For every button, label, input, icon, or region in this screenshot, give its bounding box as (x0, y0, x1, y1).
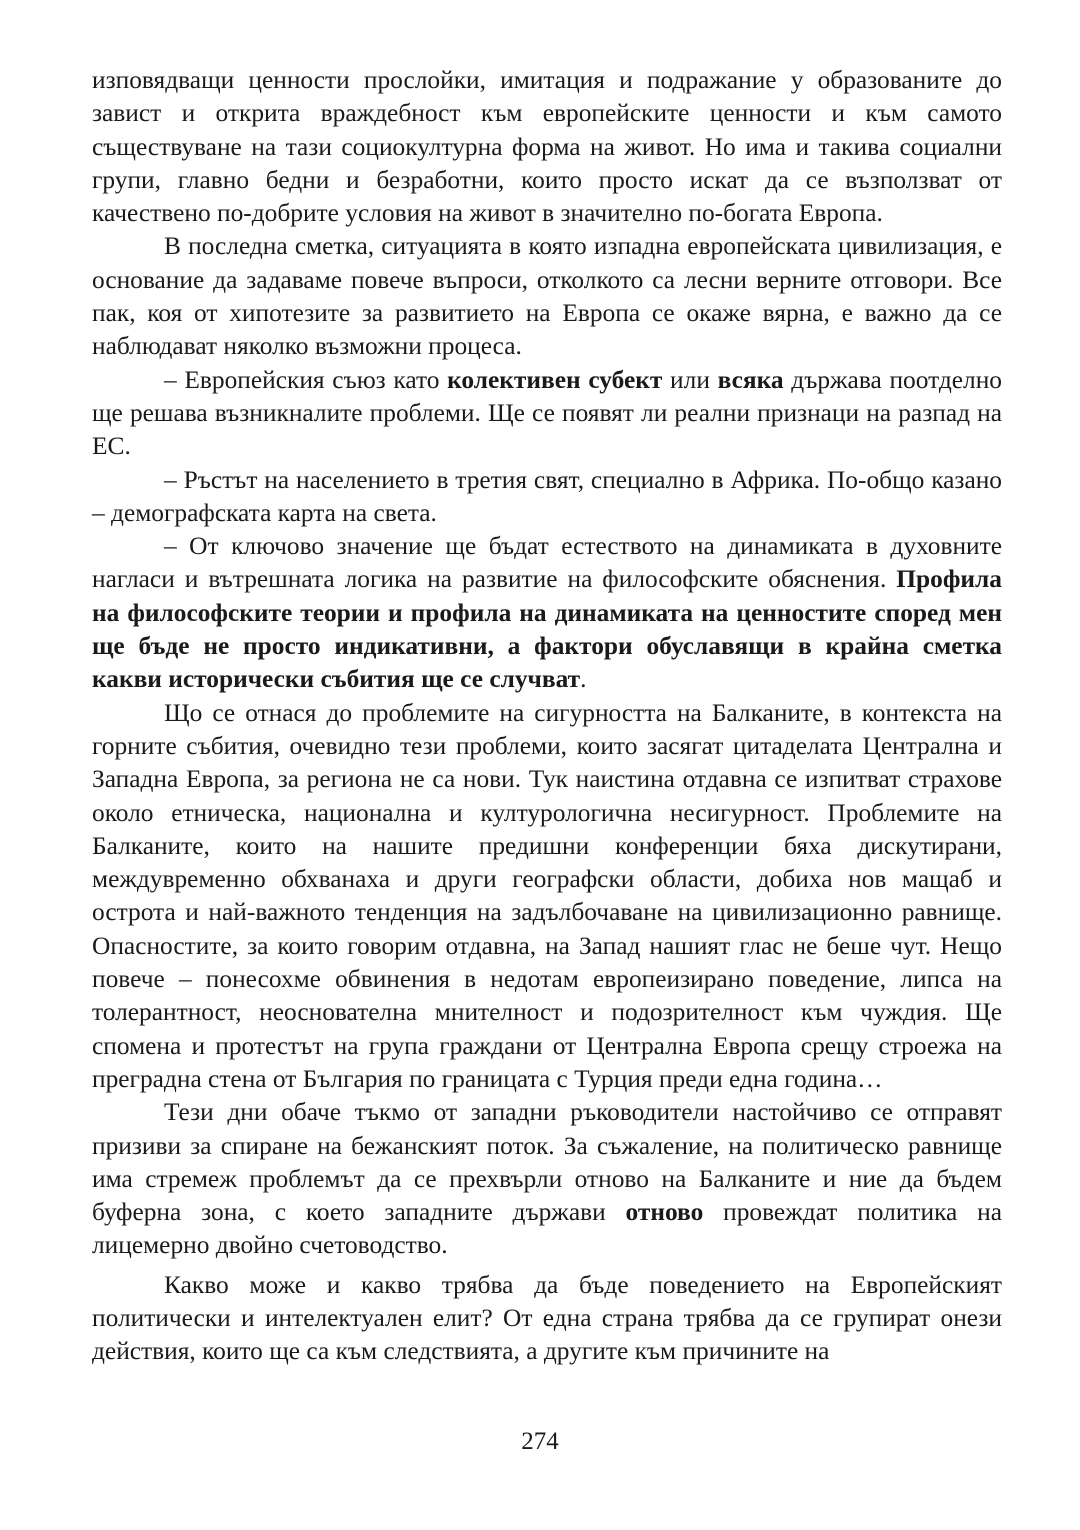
text-segment: – Ръстът на населението в третия свят, специално в Африка. По-общо казано – демографската карта на света. (92, 465, 1002, 527)
text-segment: Тези дни обаче тъкмо от западни ръководители настойчиво се отправят призиви за спиране на бежанският поток. За съжаление, на политическо равнище има стремеж проблемът да се прехвърли отново на Балканите и ние да бъдем буферна зона, с което западните държави (92, 1098, 1002, 1227)
paragraph (92, 1269, 1002, 1369)
bold-text-segment: Профила на философските теории и профила на динамиката на ценностите според мен ще бъде не просто индикативни, а фактори обуславящи в крайна сметка какви исторически събития ще се случват (92, 565, 1002, 694)
page-number: 274 (521, 1428, 559, 1455)
bold-text-segment: колективен субект (447, 365, 663, 394)
paragraph (92, 464, 1002, 531)
text-segment: – Европейския съюз като (164, 365, 448, 394)
text-segment: изповядващи ценности прослойки, имитация и подражание у образованите до завист и открита враждебност към европейските ценности и към самото съществуване на тази социокултурна форма на живот. Но има и такива социални групи, главно бедни и безработни, които просто искат да се възползват от качествено по-добрите условия на живот в значително по-богата Европа. (92, 66, 1002, 228)
text-segment: или (662, 365, 718, 394)
text-segment: – От ключово значение ще бъдат естеството на динамиката в духовните нагласи и вътрешната логика на развитие на философските обяснения. (92, 532, 1002, 594)
text-segment: Що се отнася до проблемите на сигурността на Балканите, в контекста на горните събития, очевидно тези проблеми, които засягат цитаделата Централна и Западна Европа, за региона не са нови. Тук наистина отдавна се изпитват страхове около етническа, национална и културологична несигурност. Проблемите на Балканите, които на нашите предишни конференции бяха дискутирани, междувременно обхванаха и други географски области, добиха нов мащаб и острота и най-важното тенденция на задълбочаване на цивилизационно равнище. Опасностите, за които говорим отдавна, на Запад нашият глас не беше чут. Нещо повече – понесохме обвинения в недотам европеизирано поведение, липса на толерантност, неоснователна мнителност и подозрителност към чуждия. Ще спомена и протестът на група граждани от Централна Европа срещу строежа на преградна стена от България по границата с Турция преди една година… (92, 698, 1002, 1093)
paragraph (92, 530, 1002, 696)
bold-text-segment: всяка (717, 365, 784, 394)
text-segment: държава поотделно ще решава възникналите проблеми. Ще се появят ли реални признаци на разпад на ЕС. (92, 365, 1002, 461)
paragraph (92, 364, 1002, 464)
page-body (92, 64, 1002, 1369)
text-segment: провеждат политика на лицемерно двойно счетоводство. (92, 1198, 1002, 1260)
text-segment: Какво може и какво трябва да бъде поведението на Европейският политически и интелектуален елит? От една страна трябва да се групират онези действия, които ще са към следствията, а другите към причините на (92, 1270, 1002, 1366)
paragraph (92, 697, 1002, 1097)
text-segment: . (580, 665, 587, 694)
paragraph (92, 1096, 1002, 1262)
paragraph (92, 64, 1002, 230)
bold-text-segment: отново (625, 1198, 704, 1227)
paragraph (92, 230, 1002, 363)
text-segment: В последна сметка, ситуацията в която изпадна европейската цивилизация, е основание да задаваме повече въпроси, отколкото са лесни верните отговори. Все пак, коя от хипотезите за развитието на Европа се окаже вярна, е важно да се наблюдават няколко възможни процеса. (92, 232, 1002, 361)
